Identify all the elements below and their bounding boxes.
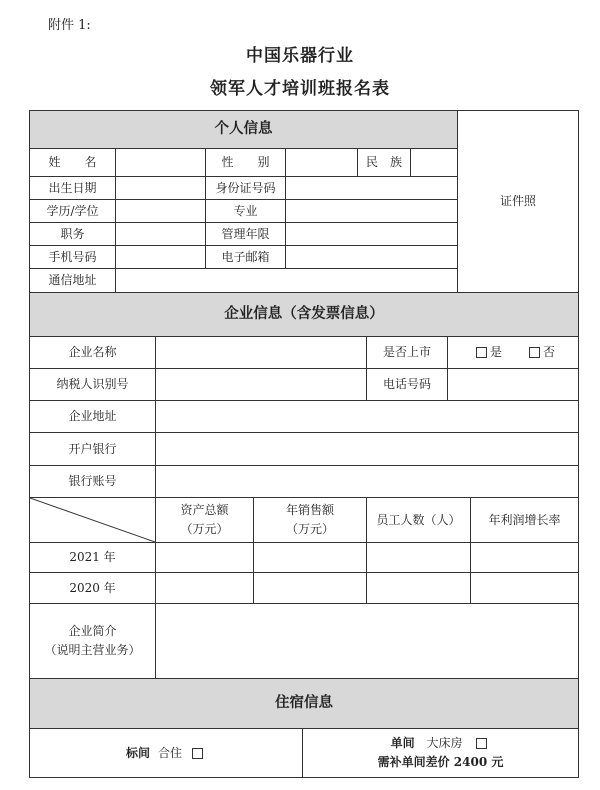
diagonal-header-cell — [30, 498, 155, 542]
row-2021: 2021 年 — [69, 550, 116, 565]
checkbox-yes[interactable] — [476, 347, 487, 358]
col-sales-line1: 年销售额 — [285, 503, 334, 518]
photo-placeholder[interactable]: 证件照 — [499, 194, 536, 209]
label-company-intro — [30, 604, 155, 678]
listed-options — [448, 337, 578, 368]
label-email: 电子邮箱 — [221, 249, 270, 264]
label-ethnicity: 民 族 — [365, 155, 402, 170]
lodging-info-header: 住宿信息 — [30, 678, 578, 728]
attachment-label: 附件 1: — [48, 18, 91, 33]
col-sales-line2: （万元） — [285, 522, 334, 536]
col-assets — [156, 498, 253, 542]
label-tax-id: 纳税人识别号 — [56, 377, 129, 392]
label-company-name: 企业名称 — [68, 345, 117, 360]
standard-room-option — [30, 729, 302, 777]
company-info-header: 企业信息（含发票信息） — [30, 292, 578, 336]
label-name: 姓 名 — [48, 155, 97, 170]
standard-room-share: 合住 — [158, 745, 183, 760]
intro-line2: （说明主营业务） — [44, 643, 141, 657]
checkbox-single-room[interactable] — [476, 738, 487, 749]
col-sales — [254, 498, 366, 542]
label-company-address: 企业地址 — [68, 409, 117, 424]
option-yes: 是 — [489, 345, 502, 360]
col-assets-line2: （万元） — [180, 522, 229, 536]
single-room-bed: 大床房 — [426, 736, 463, 751]
checkbox-no[interactable] — [529, 347, 540, 358]
label-listed: 是否上市 — [382, 345, 431, 360]
input-gender[interactable] — [286, 149, 357, 176]
row-2020: 2020 年 — [69, 580, 116, 595]
label-bank: 开户银行 — [68, 441, 117, 456]
standard-room-label: 标间 — [125, 745, 150, 760]
label-phone: 电话号码 — [382, 377, 431, 392]
col-staff: 员工人数（人） — [376, 512, 461, 527]
label-address: 通信地址 — [48, 273, 97, 288]
single-room-option — [303, 729, 578, 777]
label-mgmt-years: 管理年限 — [221, 226, 270, 241]
intro-line1: 企业简介 — [68, 624, 117, 639]
label-mobile: 手机号码 — [48, 249, 97, 264]
single-room-label: 单间 — [390, 736, 415, 751]
label-major: 专业 — [233, 203, 258, 218]
checkbox-standard-room[interactable] — [192, 748, 203, 759]
option-no: 否 — [543, 345, 556, 360]
col-assets-line1: 资产总额 — [180, 503, 229, 518]
col-profit: 年利润增长率 — [488, 512, 561, 527]
input-ethnicity[interactable] — [411, 149, 457, 176]
label-account: 银行账号 — [68, 474, 117, 489]
form-title-line2: 领军人才培训班报名表 — [210, 79, 390, 99]
label-education: 学历/学位 — [46, 203, 99, 218]
form-title-line1: 中国乐器行业 — [246, 46, 354, 66]
label-birth-date: 出生日期 — [48, 180, 97, 195]
input-name[interactable] — [116, 149, 205, 176]
label-gender: 性 别 — [221, 155, 270, 170]
personal-info-header: 个人信息 — [30, 110, 457, 148]
label-id-number: 身份证号码 — [215, 180, 276, 195]
label-position: 职务 — [60, 226, 85, 241]
single-room-note: 需补单间差价 2400 元 — [377, 755, 504, 769]
